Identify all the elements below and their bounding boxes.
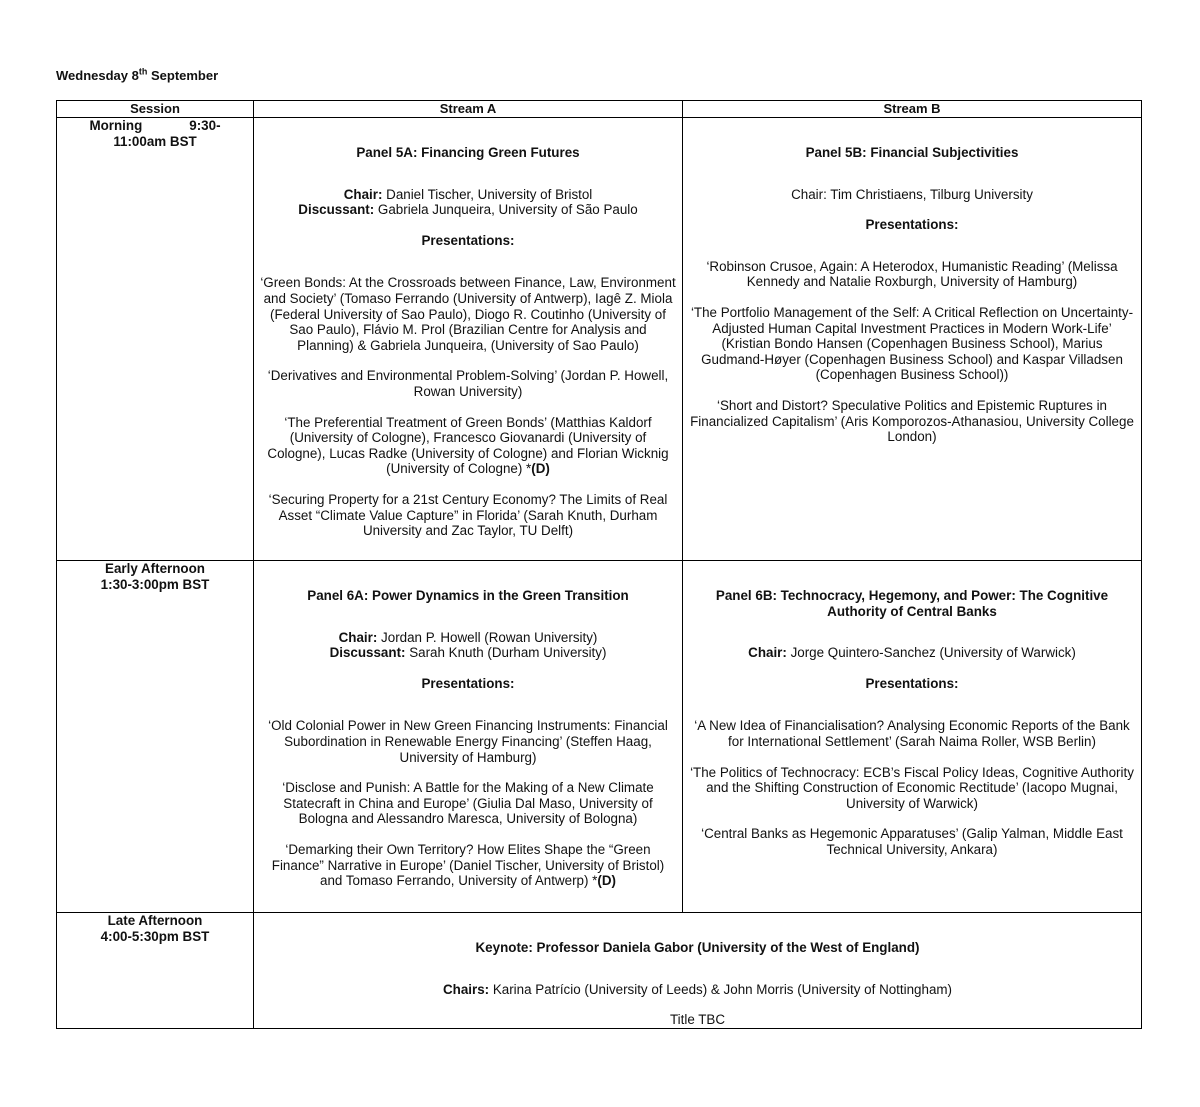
discussant-label: Discussant: bbox=[298, 202, 375, 218]
presentation-text: ‘The Preferential Treatment of Green Bonds’ (Matthias Kaldorf (University of Cologne), Francesco Giovanardi (University of Cologne), Lucas Radke (University of Cologne) and Florian Wicknig (University of Cologne) * bbox=[267, 414, 669, 477]
discussion-marker: (D) bbox=[531, 461, 550, 477]
session-late-time: 4:00-5:30pm BST bbox=[100, 928, 210, 944]
panel-6b-presentations bbox=[689, 718, 1135, 857]
panel-6b-cell bbox=[683, 561, 1142, 913]
discussant-name: Sarah Knuth (Durham University) bbox=[405, 645, 607, 661]
panel-5b-title: Panel 5B: Financial Subjectivities bbox=[805, 145, 1019, 160]
header-row bbox=[57, 101, 1142, 118]
presentation-item: ‘Old Colonial Power in New Green Financing Instruments: Financial Subordination in Renewable Energy Financing’ (Steffen Haag, University of Hamburg) bbox=[268, 718, 668, 765]
day-title-text: Wednesday 8 bbox=[56, 68, 139, 83]
panel-5a-presentations bbox=[260, 275, 676, 538]
panel-5a-title: Panel 5A: Financing Green Futures bbox=[356, 145, 580, 160]
presentations-heading: Presentations: bbox=[865, 675, 959, 691]
day-title bbox=[56, 68, 218, 84]
panel-6b-title: Panel 6B: Technocracy, Hegemony, and Power: The Cognitive Authority of Central Banks bbox=[715, 588, 1109, 619]
session-late-afternoon bbox=[57, 913, 254, 1029]
keynote-cell bbox=[254, 913, 1142, 1029]
chair-name: Daniel Tischer, University of Bristol bbox=[382, 186, 593, 202]
chair-name: Jordan P. Howell (Rowan University) bbox=[377, 629, 598, 645]
schedule-table bbox=[56, 100, 1142, 1029]
morning-line-1 bbox=[63, 118, 247, 134]
chair-label: Chair: bbox=[338, 629, 378, 645]
presentation-item: ‘The Portfolio Management of the Self: A Critical Reflection on Uncertainty-Adjusted Human Capital Investment Practices in Modern Work-Life’ (Kristian Bondo Hansen (Copenhagen Business School), Marius Gudmand-Høyer (Copenhagen Business School) and Kaspar Villadsen (Copenhagen Business School)) bbox=[690, 304, 1134, 383]
day-title-ordinal: th bbox=[138, 66, 148, 77]
early-afternoon-row bbox=[57, 561, 1142, 913]
chair-label: Chair: bbox=[343, 186, 383, 202]
panel-6b-chair bbox=[689, 645, 1135, 661]
presentation-item: ‘The Politics of Technocracy: ECB’s Fiscal Policy Ideas, Cognitive Authority and the Shifting Construction of Economic Rectitude’ (Iacopo Mugnai, University of Warwick) bbox=[690, 764, 1134, 811]
chair-label: Chair: bbox=[748, 645, 787, 661]
presentations-heading: Presentations: bbox=[421, 675, 515, 691]
chairs-label: Chairs: bbox=[442, 981, 490, 997]
presentation-item: ‘Green Bonds: At the Crossroads between Finance, Law, Environment and Society’ (Tomaso Ferrando (University of Antwerp), Iagê Z. Miola (Federal University of Sao Paulo), Diogo R. Coutinho (University of Sao Paulo), Flávio M. Prol (Brazilian Centre for Analysis and Planning) & Gabriela Junqueira, (University of Sao Paulo) bbox=[260, 275, 676, 353]
panel-6a-discussant bbox=[260, 645, 676, 661]
session-morning-time-end: 11:00am BST bbox=[113, 133, 197, 149]
chair-name: Jorge Quintero-Sanchez (University of Warwick) bbox=[786, 645, 1076, 661]
late-afternoon-row bbox=[57, 913, 1142, 1029]
session-early-afternoon bbox=[57, 561, 254, 913]
panel-5a-chair bbox=[260, 187, 676, 203]
panel-6a-chair bbox=[260, 630, 676, 646]
presentation-text: ‘Demarking their Own Territory? How Elites Shape the “Green Finance” Narrative in Europe’ (Daniel Tischer, University of Bristol) and Tomaso Ferrando, University of Antwerp) * bbox=[271, 841, 665, 889]
keynote-title: Keynote: Professor Daniela Gabor (University of the West of England) bbox=[475, 940, 920, 955]
keynote-talk-title: Title TBC bbox=[669, 1012, 726, 1028]
presentation-item: ‘Derivatives and Environmental Problem-Solving’ (Jordan P. Howell, Rowan University) bbox=[267, 368, 669, 399]
header-session: Session bbox=[57, 101, 254, 118]
day-title-month: September bbox=[147, 68, 219, 83]
presentation-item: ‘Disclose and Punish: A Battle for the Making of a New Climate Statecraft in China and Europe’ (Giulia Dal Maso, University of Bologna and Alessandro Maresca, University of Bologna) bbox=[282, 780, 654, 827]
session-late-label: Late Afternoon bbox=[107, 913, 203, 928]
panel-5a-cell bbox=[254, 118, 683, 561]
presentation-item bbox=[260, 842, 676, 889]
presentation-item: ‘Short and Distort? Speculative Politics and Epistemic Ruptures in Financialized Capitalism’ (Aris Komporozos-Athanasiou, University College London) bbox=[690, 397, 1134, 445]
panel-5a-discussant bbox=[260, 202, 676, 218]
discussant-name: Gabriela Junqueira, University of São Paulo bbox=[374, 202, 638, 218]
session-morning bbox=[57, 118, 254, 561]
presentation-item: ‘Robinson Crusoe, Again: A Heterodox, Humanistic Reading’ (Melissa Kennedy and Natalie Roxburgh, University of Hamburg) bbox=[706, 258, 1118, 290]
morning-row bbox=[57, 118, 1142, 561]
panel-5b-chair: Chair: Tim Christiaens, Tilburg University bbox=[791, 186, 1033, 202]
session-early-label: Early Afternoon bbox=[105, 561, 205, 576]
discussion-marker: (D) bbox=[597, 873, 616, 889]
session-morning-time-start: 9:30- bbox=[189, 118, 221, 133]
panel-5b-cell bbox=[683, 118, 1142, 561]
chairs-names: Karina Patrício (University of Leeds) & John Morris (University of Nottingham) bbox=[489, 981, 953, 997]
session-morning-label: Morning bbox=[89, 118, 143, 133]
presentations-heading: Presentations: bbox=[421, 232, 515, 248]
presentations-heading: Presentations: bbox=[865, 217, 959, 233]
header-stream-b: Stream B bbox=[683, 101, 1142, 118]
presentation-item bbox=[260, 415, 676, 477]
keynote-chairs bbox=[260, 982, 1135, 998]
presentation-item: ‘Securing Property for a 21st Century Economy? The Limits of Real Asset “Climate Value Capture” in Florida’ (Sarah Knuth, Durham University and Zac Taylor, TU Delft) bbox=[268, 491, 668, 539]
header-stream-a: Stream A bbox=[254, 101, 683, 118]
panel-6a-presentations bbox=[260, 718, 676, 888]
discussant-label: Discussant: bbox=[329, 645, 406, 661]
presentation-item: ‘A New Idea of Financialisation? Analysing Economic Reports of the Bank for International Settlement’ (Sarah Naima Roller, WSB Berlin) bbox=[694, 718, 1130, 749]
panel-6a-title: Panel 6A: Power Dynamics in the Green Transition bbox=[307, 588, 629, 603]
panel-6a-cell bbox=[254, 561, 683, 913]
presentation-item: ‘Central Banks as Hegemonic Apparatuses’ (Galip Yalman, Middle East Technical University, Ankara) bbox=[701, 826, 1123, 857]
panel-5b-presentations bbox=[689, 259, 1135, 445]
session-early-time: 1:30-3:00pm BST bbox=[100, 576, 210, 592]
